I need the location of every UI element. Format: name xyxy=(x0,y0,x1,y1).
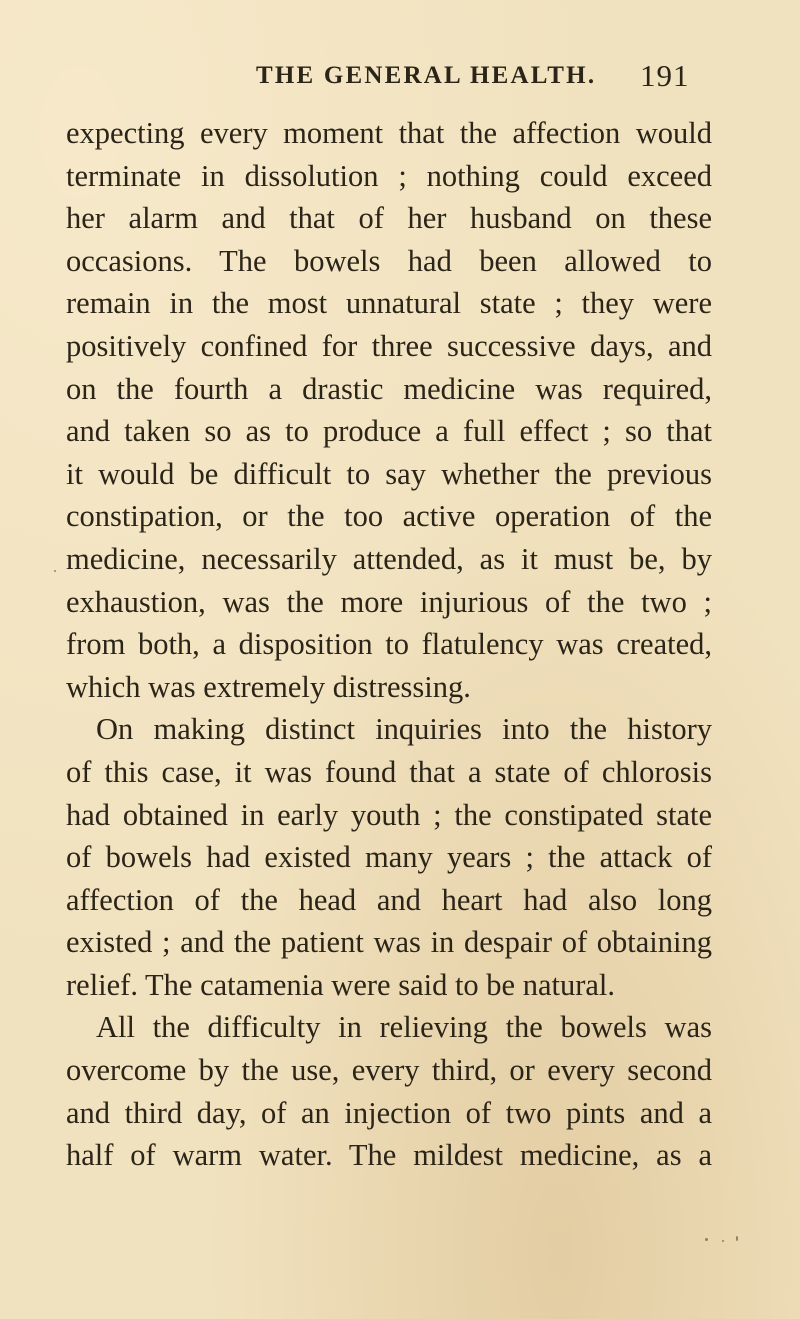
paragraph-start-line: On making distinct inquiries into the history xyxy=(96,712,712,747)
paper-speck xyxy=(705,1238,708,1241)
text-line: and third day, of an injection of two pints and a xyxy=(66,1095,712,1130)
text-line: on the fourth a drastic medicine was required, xyxy=(66,371,712,406)
text-line: exhaustion, was the more injurious of the two ; xyxy=(66,584,712,619)
running-head xyxy=(0,58,800,102)
text-line: of bowels had existed many years ; the attack of xyxy=(66,840,712,875)
text-line: from both, a disposition to flatulency was created, xyxy=(66,627,712,662)
paper-speck xyxy=(722,1240,724,1242)
text-line: overcome by the use, every third, or every second xyxy=(66,1053,712,1088)
text-line: and taken so as to produce a full effect ; so that xyxy=(66,414,712,449)
text-line: expecting every moment that the affection would xyxy=(66,116,712,150)
text-line: existed ; and the patient was in despair of obtaining xyxy=(66,925,712,960)
text-line: which was extremely distressing. xyxy=(66,669,471,704)
text-line: it would be difficult to say whether the previous xyxy=(66,456,712,491)
text-line: had obtained in early youth ; the constipated state xyxy=(66,797,712,832)
page-number: 191 xyxy=(640,58,690,93)
paper-speck xyxy=(736,1236,738,1241)
text-line: terminate in dissolution ; nothing could exceed xyxy=(66,158,712,193)
text-line: half of warm water. The mildest medicine, as a xyxy=(66,1138,712,1173)
text-line: of this case, it was found that a state of chlorosis xyxy=(66,754,712,789)
running-head-title: THE GENERAL HEALTH. xyxy=(256,62,597,89)
text-line: relief. The catamenia were said to be natural. xyxy=(66,967,616,1002)
body-text xyxy=(66,112,712,1177)
text-line: remain in the most unnatural state ; they were xyxy=(66,286,712,321)
paper-speck xyxy=(54,570,56,572)
text-line: affection of the head and heart had also long xyxy=(66,882,712,917)
text-line: constipation, or the too active operation of the xyxy=(66,499,712,534)
text-line: her alarm and that of her husband on these xyxy=(66,201,712,236)
text-line: medicine, necessarily attended, as it must be, by xyxy=(66,541,712,576)
text-line: positively confined for three successive days, and xyxy=(66,328,712,363)
text-line: occasions. The bowels had been allowed to xyxy=(66,243,712,278)
paragraph-start-line: All the difficulty in relieving the bowels was xyxy=(96,1010,712,1045)
